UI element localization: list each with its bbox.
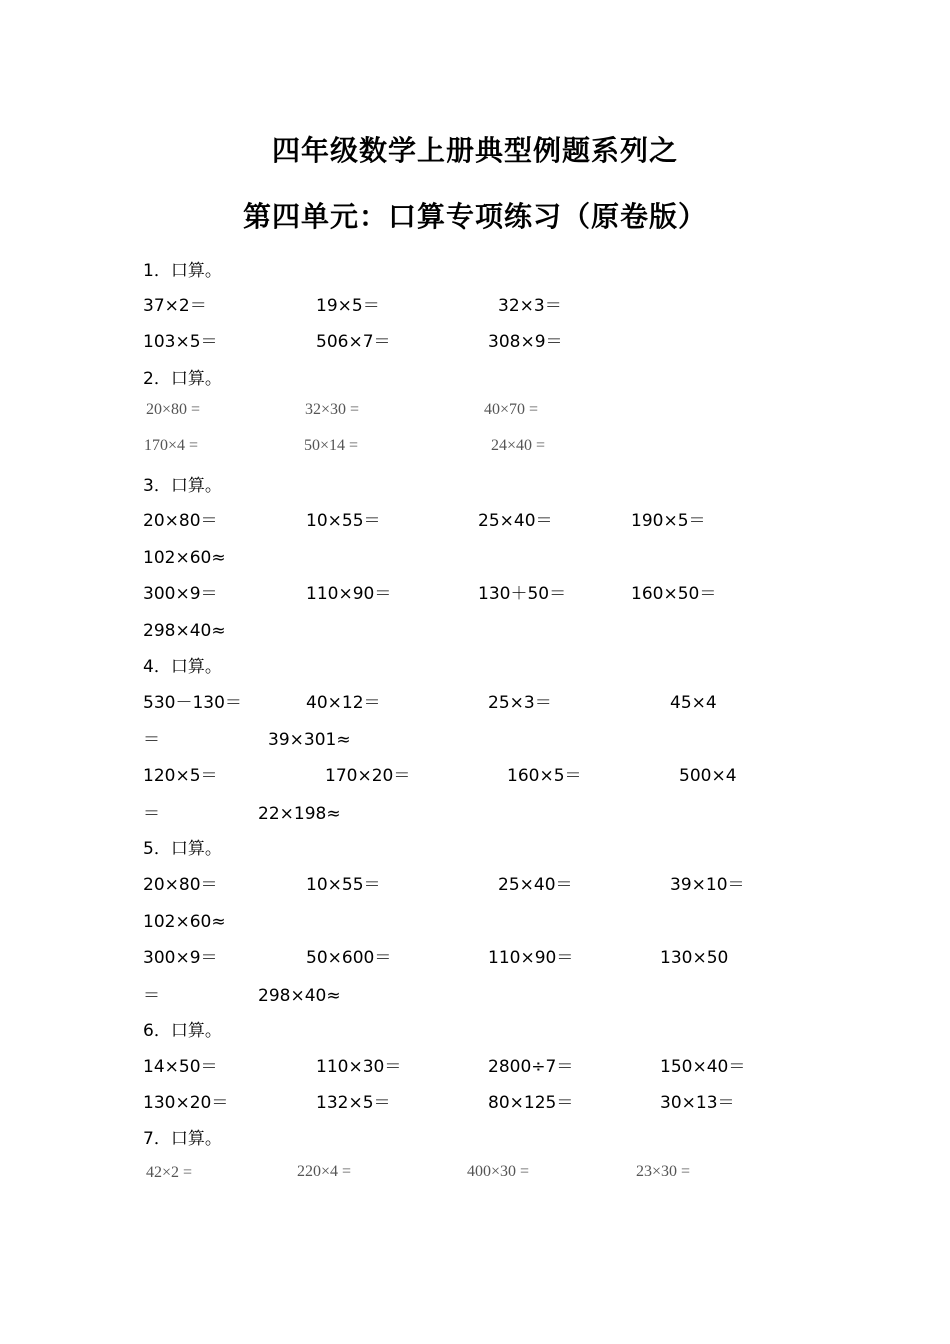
q3-problem-9: 160×50＝ xyxy=(631,584,717,604)
q2-problem-4: 170×4 = xyxy=(144,437,199,454)
q4-problem-4: 45×4 xyxy=(670,693,717,713)
q3-problem-7: 110×90＝ xyxy=(306,584,392,604)
q6-problem-3: 2800÷7＝ xyxy=(488,1057,574,1077)
q2-problem-2: 32×30 = xyxy=(305,401,360,418)
q7-problem-1: 42×2 = xyxy=(146,1164,193,1181)
q3-problem-2: 10×55＝ xyxy=(306,511,381,531)
question-5-heading: 5．口算。 xyxy=(143,839,222,859)
q3-problem-3: 25×40＝ xyxy=(478,511,553,531)
q2-problem-1: 20×80 = xyxy=(146,401,201,418)
q3-problem-8: 130＋50＝ xyxy=(478,584,567,604)
question-7-heading: 7．口算。 xyxy=(143,1129,222,1149)
document-title-line-1: 四年级数学上册典型例题系列之 xyxy=(271,134,678,167)
q4-problem-1: 530－130＝ xyxy=(143,693,242,713)
q1-problem-6: 308×9＝ xyxy=(488,332,563,352)
q5-problem-1: 20×80＝ xyxy=(143,875,218,895)
q5-problem-2: 10×55＝ xyxy=(306,875,381,895)
q3-problem-1: 20×80＝ xyxy=(143,511,218,531)
q4-problem-7: 170×20＝ xyxy=(325,766,411,786)
q2-problem-5: 50×14 = xyxy=(304,437,359,454)
question-4-heading: 4．口算。 xyxy=(143,657,222,677)
q6-problem-7: 80×125＝ xyxy=(488,1093,574,1113)
q3-problem-4: 190×5＝ xyxy=(631,511,706,531)
question-6-heading: 6．口算。 xyxy=(143,1021,222,1041)
question-2-heading: 2．口算。 xyxy=(143,369,222,389)
q5-problem-5: 102×60≈ xyxy=(143,912,226,932)
q1-problem-2: 19×5＝ xyxy=(316,296,380,316)
q5-problem-8: 110×90＝ xyxy=(488,948,574,968)
q3-problem-6: 300×9＝ xyxy=(143,584,218,604)
q5-problem-7: 50×600＝ xyxy=(306,948,392,968)
q1-problem-3: 32×3＝ xyxy=(498,296,562,316)
q3-problem-10: 298×40≈ xyxy=(143,621,226,641)
q4-problem-5: 39×301≈ xyxy=(268,730,351,750)
q6-problem-2: 110×30＝ xyxy=(316,1057,402,1077)
document-title-line-2: 第四单元：口算专项练习（原卷版） xyxy=(242,200,707,233)
q4-problem-6: 120×5＝ xyxy=(143,766,218,786)
q5-problem-4: 39×10＝ xyxy=(670,875,745,895)
q4-problem-9-equals: ＝ xyxy=(143,804,160,824)
q3-problem-5: 102×60≈ xyxy=(143,548,226,568)
q6-problem-6: 132×5＝ xyxy=(316,1093,391,1113)
q6-problem-1: 14×50＝ xyxy=(143,1057,218,1077)
q5-problem-6: 300×9＝ xyxy=(143,948,218,968)
q1-problem-1: 37×2＝ xyxy=(143,296,207,316)
q6-problem-4: 150×40＝ xyxy=(660,1057,746,1077)
q5-problem-9: 130×50 xyxy=(660,948,729,968)
q6-problem-8: 30×13＝ xyxy=(660,1093,735,1113)
question-1-heading: 1．口算。 xyxy=(143,261,222,281)
q4-problem-2: 40×12＝ xyxy=(306,693,381,713)
q2-problem-3: 40×70 = xyxy=(484,401,539,418)
question-3-heading: 3．口算。 xyxy=(143,476,222,496)
q7-problem-2: 220×4 = xyxy=(297,1163,352,1180)
q4-problem-10: 22×198≈ xyxy=(258,804,341,824)
q4-problem-4-equals: ＝ xyxy=(143,730,160,750)
q4-problem-9: 500×4 xyxy=(679,766,737,786)
q4-problem-8: 160×5＝ xyxy=(507,766,582,786)
q5-problem-9-equals: ＝ xyxy=(143,986,160,1006)
q7-problem-4: 23×30 = xyxy=(636,1163,691,1180)
q5-problem-10: 298×40≈ xyxy=(258,986,341,1006)
q4-problem-3: 25×3＝ xyxy=(488,693,552,713)
q6-problem-5: 130×20＝ xyxy=(143,1093,229,1113)
q7-problem-3: 400×30 = xyxy=(467,1163,530,1180)
q2-problem-6: 24×40 = xyxy=(491,437,546,454)
q1-problem-4: 103×5＝ xyxy=(143,332,218,352)
q5-problem-3: 25×40＝ xyxy=(498,875,573,895)
q1-problem-5: 506×7＝ xyxy=(316,332,391,352)
